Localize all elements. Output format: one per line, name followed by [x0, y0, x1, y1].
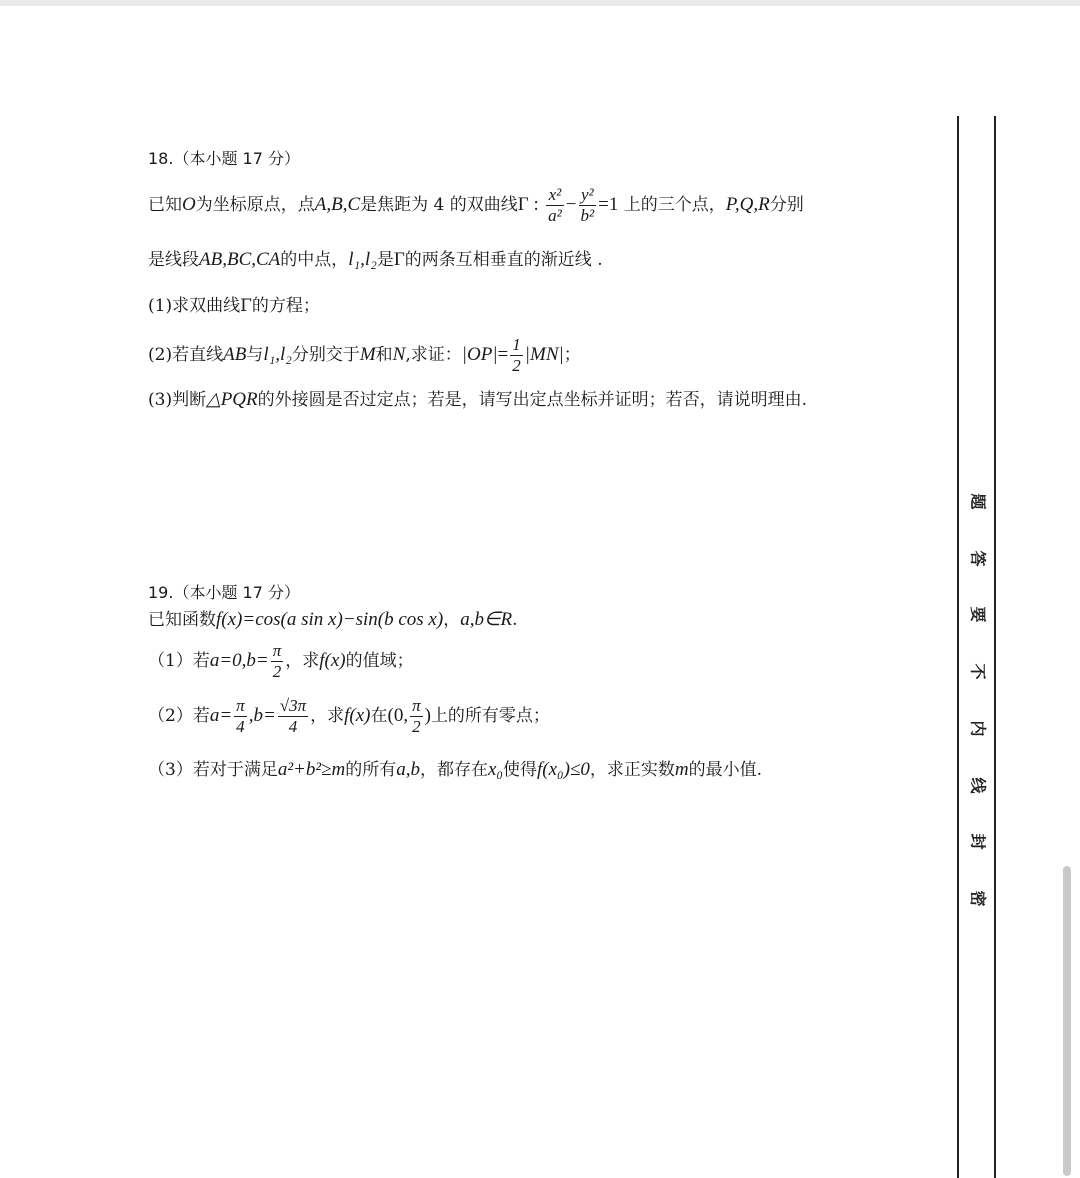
q19-part3: （3）若对于满足a²+b²≥m的所有a,b，都存在x₀使得f(x₀)≤0，求正实数m的最小值. — [148, 759, 763, 780]
seal-char: 要 — [968, 606, 988, 623]
fraction: $\frac{1}{2}$ — [512, 335, 521, 375]
seal-char: 题 — [968, 493, 988, 510]
seal-char: 密 — [968, 890, 988, 907]
fraction: $\frac{√3\pi}{4}$ — [279, 696, 307, 736]
fraction: $\frac{\text{x²}}{\text{a²}}$ — [548, 185, 562, 225]
q19-part1: （1）若a=0,b= $\frac{\pi}{2}$ ，求f(x)的值域； — [148, 641, 414, 681]
q18-line2: 是线段AB,BC,CA的中点，l₁,l₂是Γ的两条互相垂直的渐近线 . — [148, 249, 603, 270]
q19-part2: （2）若a= $\frac{\pi}{4}$ ,b= $\frac{√3\pi}{4}$ ，求f(x)在(0, $\frac{\pi}{2}$ )上的所有零点； — [148, 696, 550, 736]
vertical-scrollbar[interactable] — [1063, 866, 1071, 1176]
q18-part1: (1)求双曲线Γ的方程； — [148, 296, 320, 316]
q19-statement: 已知函数f(x)=cos(a sin x)−sin(b cos x)，a,b∈R. — [148, 609, 518, 630]
binding-line-outer — [994, 116, 996, 1178]
seal-char: 答 — [968, 550, 988, 567]
seal-char: 不 — [968, 663, 988, 680]
seal-char: 线 — [968, 777, 988, 794]
q18-line1: 已知O为坐标原点，点A,B,C是焦距为 4 的双曲线Γ : $\frac{\text{x²}}{\text{a²}}$ − $\frac{\text{y²}}{\text{b²}}$ =1 上的三个点，P,Q,R分别 — [148, 185, 804, 225]
q19-header: 19.（本小题 17 分） — [148, 583, 300, 602]
seal-line-text — [966, 490, 992, 910]
seal-char: 封 — [968, 833, 988, 850]
binding-line-inner — [957, 116, 959, 1178]
fraction: $\frac{\pi}{2}$ — [272, 641, 282, 681]
q18-part3: (3)判断△PQR的外接圆是否过定点；若是，请写出定点坐标并证明；若否，请说明理由. — [148, 389, 808, 410]
fraction: $\frac{\text{y²}}{\text{b²}}$ — [580, 185, 595, 225]
fraction: $\frac{\pi}{4}$ — [236, 696, 245, 736]
q18-header: 18.（本小题 17 分） — [148, 149, 300, 168]
fraction: $\frac{\pi}{2}$ — [412, 696, 421, 736]
seal-char: 内 — [968, 720, 988, 737]
q18-part2: (2)若直线AB与l₁,l₂分别交于M和N,求证：|OP|= $\frac{1}{2}$ |MN|； — [148, 335, 581, 375]
